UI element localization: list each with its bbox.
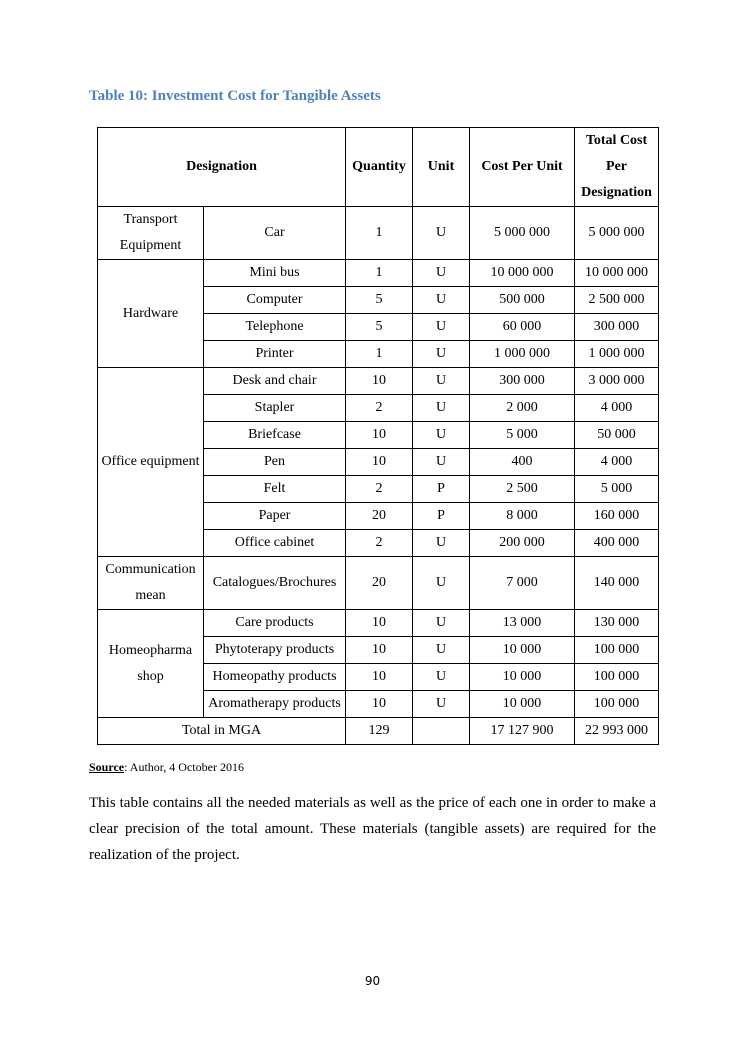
header-quantity: Quantity	[346, 128, 413, 207]
item-cost: 5 000	[470, 422, 575, 449]
item-unit: U	[413, 260, 470, 287]
item-cost: 5 000 000	[470, 207, 575, 260]
table-row	[98, 610, 659, 637]
item-name: Felt	[204, 476, 346, 503]
item-unit: P	[413, 503, 470, 530]
category-cell: Transport Equipment	[98, 207, 204, 260]
header-row	[98, 128, 659, 207]
item-quantity: 10	[346, 449, 413, 476]
table-row	[98, 260, 659, 287]
item-name: Stapler	[204, 395, 346, 422]
item-name: Office cabinet	[204, 530, 346, 557]
item-unit: U	[413, 637, 470, 664]
item-unit: U	[413, 207, 470, 260]
item-quantity: 2	[346, 395, 413, 422]
item-cost: 200 000	[470, 530, 575, 557]
item-name: Aromatherapy products	[204, 691, 346, 718]
table-row	[98, 207, 659, 260]
item-unit: U	[413, 422, 470, 449]
item-total: 130 000	[575, 610, 659, 637]
item-quantity: 5	[346, 314, 413, 341]
category-cell: Hardware	[98, 260, 204, 368]
item-name: Computer	[204, 287, 346, 314]
item-unit: U	[413, 341, 470, 368]
item-unit: U	[413, 314, 470, 341]
page-number: 90	[364, 974, 381, 988]
item-quantity: 20	[346, 557, 413, 610]
item-quantity: 10	[346, 610, 413, 637]
item-cost: 10 000 000	[470, 260, 575, 287]
item-total: 50 000	[575, 422, 659, 449]
item-name: Car	[204, 207, 346, 260]
item-unit: U	[413, 395, 470, 422]
item-unit: U	[413, 610, 470, 637]
category-cell: Homeopharma shop	[98, 610, 204, 718]
item-name: Homeopathy products	[204, 664, 346, 691]
source-text: : Author, 4 October 2016	[124, 760, 244, 774]
item-cost: 10 000	[470, 664, 575, 691]
item-unit: U	[413, 287, 470, 314]
item-quantity: 2	[346, 476, 413, 503]
item-cost: 8 000	[470, 503, 575, 530]
item-name: Care products	[204, 610, 346, 637]
investment-cost-table	[97, 127, 659, 745]
item-cost: 2 000	[470, 395, 575, 422]
item-cost: 1 000 000	[470, 341, 575, 368]
item-total: 300 000	[575, 314, 659, 341]
total-label: Total in MGA	[98, 718, 346, 745]
item-unit: U	[413, 449, 470, 476]
category-cell: Communication mean	[98, 557, 204, 610]
item-total: 160 000	[575, 503, 659, 530]
item-total: 4 000	[575, 449, 659, 476]
total-unit	[413, 718, 470, 745]
item-quantity: 1	[346, 207, 413, 260]
item-quantity: 10	[346, 368, 413, 395]
item-quantity: 10	[346, 422, 413, 449]
item-quantity: 1	[346, 260, 413, 287]
item-cost: 10 000	[470, 637, 575, 664]
item-cost: 7 000	[470, 557, 575, 610]
header-total-cost: Total Cost Per Designation	[575, 128, 659, 207]
item-cost: 60 000	[470, 314, 575, 341]
item-total: 10 000 000	[575, 260, 659, 287]
item-name: Printer	[204, 341, 346, 368]
item-total: 100 000	[575, 664, 659, 691]
item-quantity: 20	[346, 503, 413, 530]
item-name: Telephone	[204, 314, 346, 341]
total-quantity: 129	[346, 718, 413, 745]
category-cell: Office equipment	[98, 368, 204, 557]
item-total: 4 000	[575, 395, 659, 422]
item-quantity: 1	[346, 341, 413, 368]
item-unit: U	[413, 368, 470, 395]
item-cost: 400	[470, 449, 575, 476]
header-cost-per-unit: Cost Per Unit	[470, 128, 575, 207]
item-total: 2 500 000	[575, 287, 659, 314]
item-total: 5 000 000	[575, 207, 659, 260]
item-unit: U	[413, 691, 470, 718]
table-row	[98, 368, 659, 395]
item-name: Mini bus	[204, 260, 346, 287]
table-caption: Table 10: Investment Cost for Tangible Assets	[89, 88, 381, 104]
table-row	[98, 557, 659, 610]
header-unit: Unit	[413, 128, 470, 207]
item-total: 140 000	[575, 557, 659, 610]
source-note	[89, 760, 244, 775]
item-quantity: 10	[346, 664, 413, 691]
item-name: Phytoterapy products	[204, 637, 346, 664]
source-label: Source	[89, 760, 125, 774]
item-unit: U	[413, 557, 470, 610]
item-quantity: 10	[346, 637, 413, 664]
item-unit: U	[413, 530, 470, 557]
item-name: Paper	[204, 503, 346, 530]
item-cost: 300 000	[470, 368, 575, 395]
item-name: Briefcase	[204, 422, 346, 449]
item-total: 100 000	[575, 691, 659, 718]
item-cost: 2 500	[470, 476, 575, 503]
item-total: 3 000 000	[575, 368, 659, 395]
body-paragraph: This table contains all the needed materials as well as the price of each one in order to make a clear precision of the total amount. These materials (tangible assets) are required for the realization of the project.	[89, 795, 656, 863]
item-total: 5 000	[575, 476, 659, 503]
item-unit: P	[413, 476, 470, 503]
item-cost: 500 000	[470, 287, 575, 314]
header-designation: Designation	[98, 128, 346, 207]
item-quantity: 10	[346, 691, 413, 718]
item-total: 1 000 000	[575, 341, 659, 368]
item-name: Desk and chair	[204, 368, 346, 395]
total-row	[98, 718, 659, 745]
total-cost: 17 127 900	[470, 718, 575, 745]
item-name: Pen	[204, 449, 346, 476]
item-name: Catalogues/Brochures	[204, 557, 346, 610]
item-total: 100 000	[575, 637, 659, 664]
item-cost: 13 000	[470, 610, 575, 637]
item-cost: 10 000	[470, 691, 575, 718]
item-unit: U	[413, 664, 470, 691]
item-quantity: 2	[346, 530, 413, 557]
total-amount: 22 993 000	[575, 718, 659, 745]
item-total: 400 000	[575, 530, 659, 557]
item-quantity: 5	[346, 287, 413, 314]
